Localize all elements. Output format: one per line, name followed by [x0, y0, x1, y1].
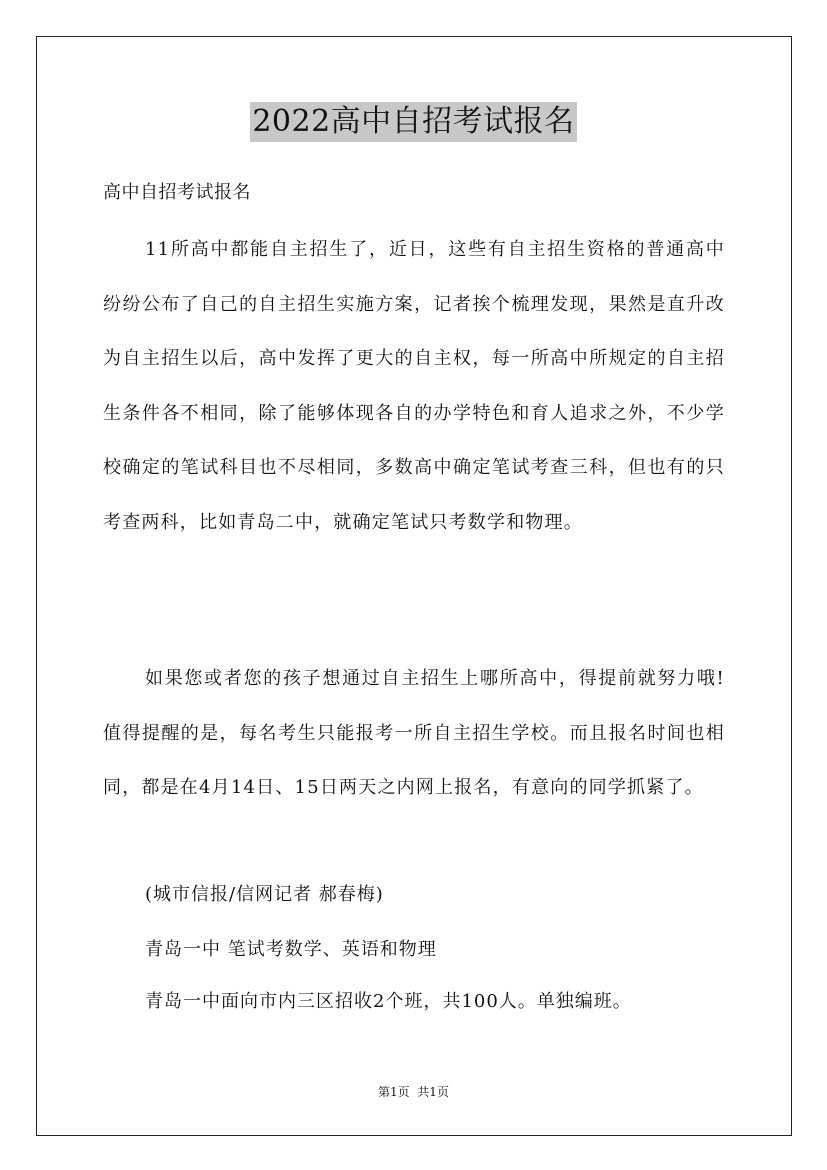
- page-footer: 第1页 共1页: [378, 1085, 449, 1099]
- document-subtitle: 高中自招考试报名: [103, 182, 251, 203]
- school-heading: 青岛一中 笔试考数学、英语和物理: [145, 939, 437, 960]
- body-paragraph-1: 11所高中都能自主招生了，近日，这些有自主招生资格的普通高中纷纷公布了自己的自主招生实施方案，记者挨个梳理发现，果然是直升改为自主招生以后，高中发挥了更大的自主权，每一所高中所规定的自主招生条件各不相同，除了能够体现各自的办学特色和育人追求之外，不少学校确定的笔试科目也不尽相同，多数高中确定笔试考查三科，但也有的只考查两科，比如青岛二中，就确定笔试只考数学和物理。: [103, 239, 725, 533]
- document-title: 2022高中自招考试报名: [250, 102, 576, 142]
- body-paragraph-2: 如果您或者您的孩子想通过自主招生上哪所高中，得提前就努力哦!值得提醒的是，每名考生只能报考一所自主招生学校。而且报名时间也相同，都是在4月14日、15日两天之内网上报名，有意向的同学抓紧了。: [103, 668, 725, 799]
- title-container: [0, 102, 827, 142]
- school-info: 青岛一中面向市内三区招收2个班，共100人。单独编班。: [145, 991, 632, 1012]
- source-line: (城市信报/信网记者 郝春梅): [145, 884, 384, 905]
